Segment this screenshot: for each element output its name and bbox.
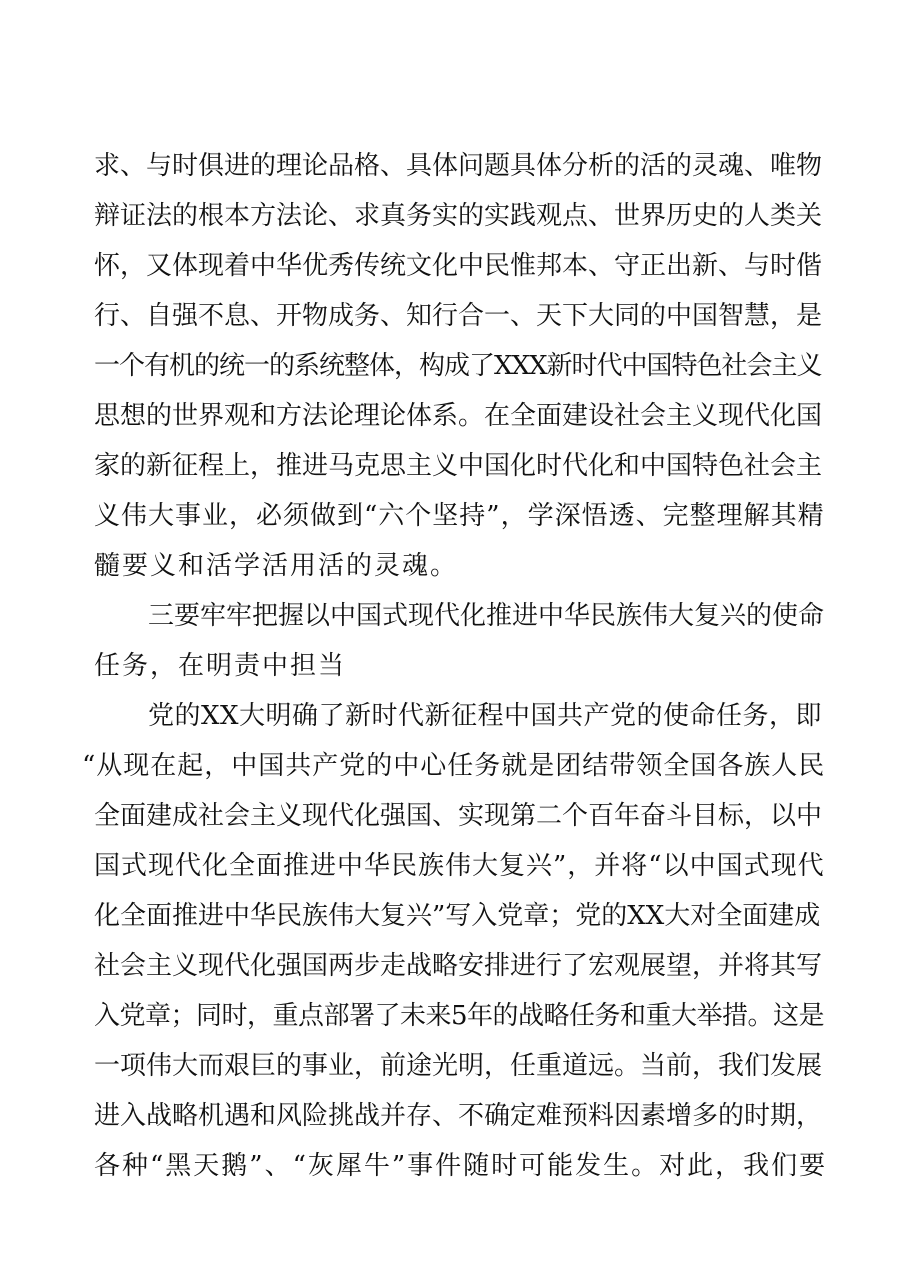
line-text: 社会主义现代化强国两步走战略安排进行了宏观展望，并将其写 (94, 951, 823, 981)
line-text: 家的新征程上，推进马克思主义中国化时代化和中国特色社会主 (94, 451, 823, 481)
line-text: 怀，又体现着中华优秀传统文化中民惟邦本、守正出新、与时偕 (94, 251, 823, 281)
text-line (0, 144, 909, 188)
line-text: 党的XX大明确了新时代新征程中国共产党的使命任务，即 (148, 701, 823, 731)
text-line (0, 494, 909, 538)
text-line (0, 794, 909, 838)
section-heading-text: 任务，在明责中担当 (94, 651, 347, 681)
text-line (0, 294, 909, 338)
text-line (0, 694, 909, 738)
text-line (0, 944, 909, 988)
text-line (0, 994, 909, 1038)
text-line (0, 744, 909, 788)
section-heading-line (0, 594, 909, 638)
line-text: 各种“黑天鹅”、“灰犀牛”事件随时可能发生。对此，我们要 (94, 1151, 828, 1181)
text-line (0, 444, 909, 488)
section-heading-text: 三要牢牢把握以中国式现代化推进中华民族伟大复兴的使命 (148, 601, 825, 631)
text-line (0, 194, 909, 238)
text-line (0, 844, 909, 888)
text-line (0, 1144, 909, 1188)
line-text: 求、与时俱进的理论品格、具体问题具体分析的活的灵魂、唯物 (94, 151, 823, 181)
line-text: 国式现代化全面推进中华民族伟大复兴”，并将“以中国式现代 (94, 851, 825, 881)
line-text: 化全面推进中华民族伟大复兴”写入党章；党的XX大对全面建成 (94, 901, 821, 931)
text-line (0, 894, 909, 938)
line-text: “从现在起，中国共产党的中心任务就是团结带领全国各族人民 (82, 751, 826, 781)
text-line (0, 244, 909, 288)
text-line (0, 544, 909, 588)
text-line (0, 394, 909, 438)
line-text: 思想的世界观和方法论理论体系。在全面建设社会主义现代化国 (94, 401, 823, 431)
line-text: 入党章；同时，重点部署了未来5年的战略任务和重大举措。这是 (94, 1001, 825, 1031)
line-text: 进入战略机遇和风险挑战并存、不确定难预料因素增多的时期， (94, 1101, 823, 1131)
line-text: 行、自强不息、开物成务、知行合一、天下大同的中国智慧，是 (94, 301, 823, 331)
line-text: 全面建成社会主义现代化强国、实现第二个百年奋斗目标，以中 (94, 801, 823, 831)
line-text: 一项伟大而艰巨的事业，前途光明，任重道远。当前，我们发展 (94, 1051, 823, 1081)
line-text: 义伟大事业，必须做到“六个坚持”，学深悟透、完整理解其精 (94, 501, 825, 531)
line-text: 辩证法的根本方法论、求真务实的实践观点、世界历史的人类关 (94, 201, 823, 231)
section-heading-line (0, 644, 909, 688)
text-line (0, 344, 909, 388)
line-text: 一个有机的统一的系统整体，构成了XXX新时代中国特色社会主义 (94, 351, 822, 381)
line-text: 髓要义和活学活用活的灵魂。 (94, 551, 459, 581)
text-line (0, 1044, 909, 1088)
text-line (0, 1094, 909, 1138)
